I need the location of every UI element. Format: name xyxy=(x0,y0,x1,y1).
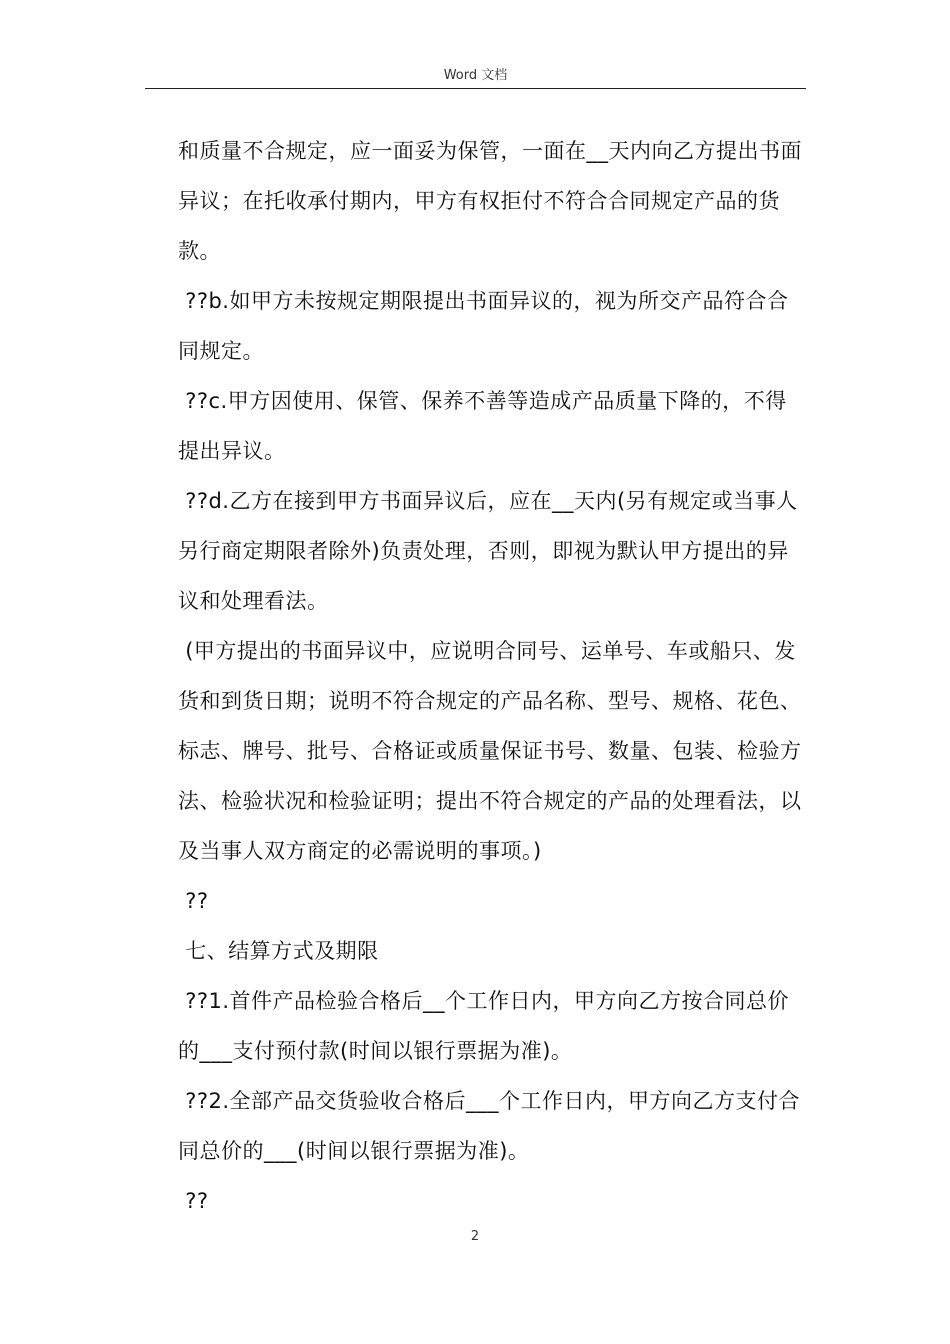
paragraph-placeholder: ?? xyxy=(178,1189,209,1213)
section-heading-settlement: 七、结算方式及期限 xyxy=(178,939,379,963)
document-body xyxy=(178,126,806,1226)
page-header xyxy=(145,64,806,89)
paragraph-item-c: ??c.甲方因使用、保管、保养不善等造成产品质量下降的，不得提出异议。 xyxy=(178,389,787,463)
paragraph-item-d: ??d.乙方在接到甲方书面异议后，应在__天内(另有规定或当事人另行商定期限者除外)负责处理，否则，即视为默认甲方提出的异议和处理看法。 xyxy=(178,489,798,613)
paragraph-objection-note: (甲方提出的书面异议中，应说明合同号、运单号、车或船只、发货和到货日期；说明不符合规定的产品名称、型号、规格、花色、标志、牌号、批号、合格证或质量保证书号、数量、包装、检验方法、检验状况和检验证明；提出不符合规定的产品的处理看法，以及当事人双方商定的必需说明的事项。) xyxy=(178,639,802,863)
page-number: 2 xyxy=(470,1229,480,1244)
paragraph-item-1: ??1.首件产品检验合格后__个工作日内，甲方向乙方按合同总价的___支付预付款(时间以银行票据为准)。 xyxy=(178,989,790,1063)
header-title: Word 文档 xyxy=(443,68,508,83)
paragraph-quality-objection: 和质量不合规定，应一面妥为保管，一面在__天内向乙方提出书面异议；在托收承付期内，甲方有权拒付不符合合同规定产品的货款。 xyxy=(178,139,802,263)
paragraph-item-2: ??2.全部产品交货验收合格后___个工作日内，甲方向乙方支付合同总价的___(时间以银行票据为准)。 xyxy=(178,1089,801,1163)
paragraph-placeholder: ?? xyxy=(178,889,209,913)
paragraph-item-b: ??b.如甲方未按规定期限提出书面异议的，视为所交产品符合合同规定。 xyxy=(178,289,789,363)
